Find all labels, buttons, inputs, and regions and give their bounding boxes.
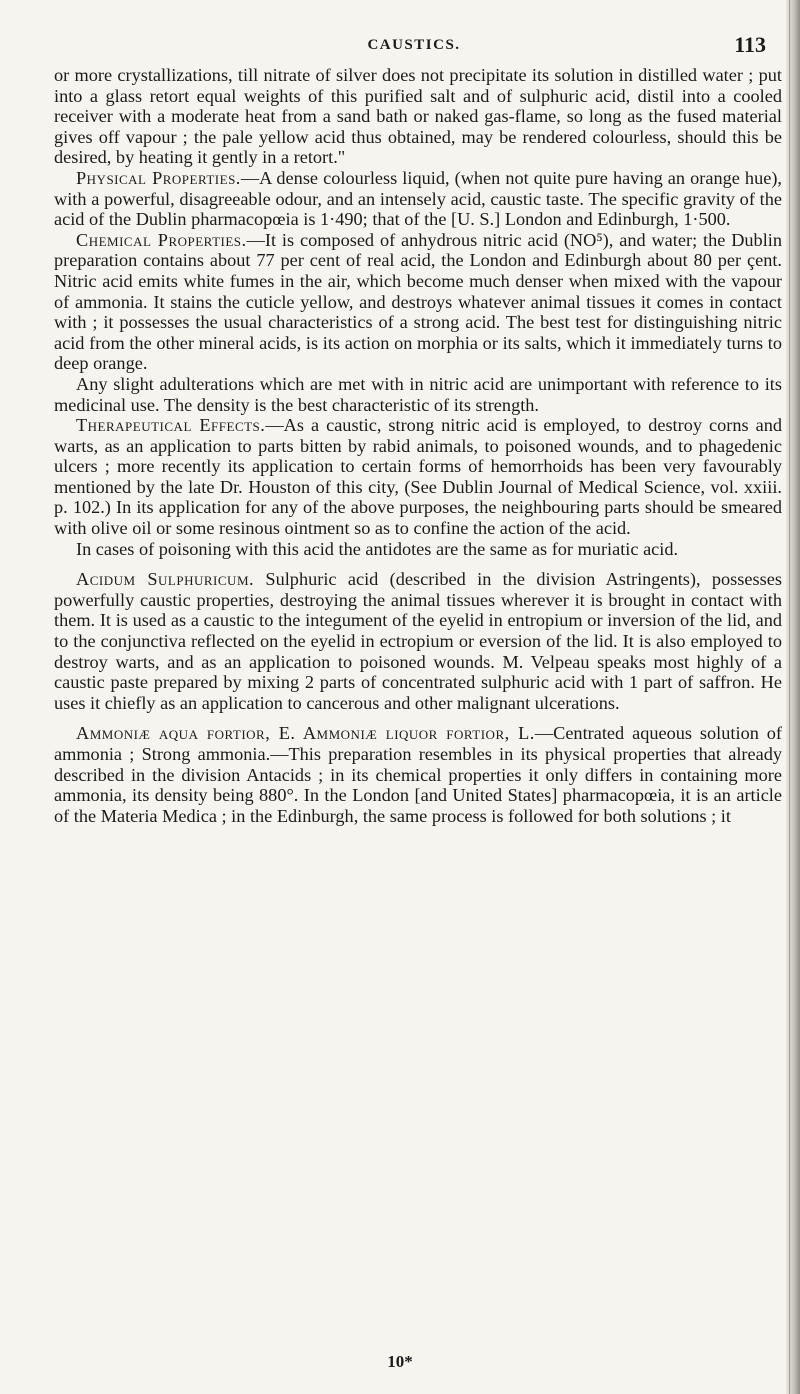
page-edge-line	[789, 0, 790, 1394]
page-header	[54, 34, 774, 58]
paragraph-poisoning: In cases of poisoning with this acid the antidotes are the same as for muriatic acid.	[76, 538, 679, 559]
paragraph-nitric-preparation: or more crystallizations, till nitrate of silver does not precipitate its solution in distilled water ; put into a glass retort equal weights of this purified salt and of sulphuric acid, distil into a cooled receiver with a moderate heat from a sand bath or naked gas-flame, so long as the fused material gives off vapour ; the pale yellow acid thus obtained, may be rendered colourless, should this be desired, by heating it gently in a retort."	[54, 65, 782, 168]
section-lead: Chemical Properties.	[76, 229, 247, 250]
running-head: CAUSTICS.	[367, 37, 461, 53]
paragraph-physical-properties: Physical Properties.—A dense colourless liquid, (when not quite pure having an orange hue), with a powerful, disagreeable odour, and an intensely acid, caustic taste. The specific gravity of the acid of the Dublin pharmacopœia is 1·490; that of the [U. S.] London and Edinburgh, 1·500.	[54, 167, 782, 230]
signature-mark: 10*	[387, 1352, 413, 1371]
section-lead: Therapeutical Effects.	[76, 415, 266, 436]
section-lead: Acidum Sulphuricum.	[76, 569, 255, 590]
page-number: 113	[734, 32, 766, 57]
paragraph-therapeutical-effects: Therapeutical Effects.—As a caustic, strong nitric acid is employed, to destroy corns and warts, as an application to parts bitten by rabid animals, to poisoned wounds, and to phagedenic ulcers ; more recently its application to certain forms of hemorrhoids has been very favourably mentioned by the late Dr. Houston of this city, (See Dublin Journal of Medical Science, vol. xxiii. p. 102.) In its application for any of the above purposes, the neighbouring parts should be smeared with olive oil or some resinous ointment so as to confine the action of the acid.	[54, 415, 782, 539]
body-text	[54, 65, 782, 826]
paragraph-ammoniae: Ammoniæ aqua fortior, E. Ammoniæ liquor fortior, L.—Centrated aqueous solution of ammonia ; Strong ammonia.—This preparation resembles in its physical properties that already described in the division Antacids ; in its chemical properties it only differs in containing more ammonia, its density being 880°. In the London [and United States] pharmacopœia, it is an article of the Materia Medica ; in the Edinburgh, the same process is followed for both solutions ; it	[54, 723, 782, 826]
section-lead: Physical Properties.	[76, 167, 241, 188]
paragraph-acidum-sulphuricum: Acidum Sulphuricum. Sulphuric acid (described in the division Astringents), possesses powerfully caustic properties, destroying the animal tissues wherever it is brought in contact with them. It is used as a caustic to the integument of the eyelid in entropium or inversion of the lid, and to the conjunctiva reflected on the eyelid in ectropium or eversion of the lid. It is also employed to destroy warts, and as an application to poisoned wounds. M. Velpeau speaks most highly of a caustic paste prepared by mixing 2 parts of concentrated sulphuric acid with 1 part of saffron. He uses it chiefly as an application to cancerous and other malignant ulcerations.	[54, 569, 782, 713]
section-lead: Ammoniæ aqua fortior, E. Ammoniæ liquor fortior, L.	[76, 723, 535, 744]
paragraph-adulterations: Any slight adulterations which are met with in nitric acid are unimportant with reference to its medicinal use. The density is the best characteristic of its strength.	[54, 373, 782, 415]
paragraph-chemical-properties: Chemical Properties.—It is composed of anhydrous nitric acid (NO⁵), and water; the Dublin preparation contains about 77 per cent of real acid, the London and Edinburgh about 80 per çent. Nitric acid emits white fumes in the air, which become much denser when mixed with the vapour of ammonia. It stains the cuticle yellow, and destroys whatever animal tissues it comes in contact with ; it possesses the usual characteristics of a strong acid. The best test for distinguishing nitric acid from the other mineral acids, is its action on morphia or its salts, which it immediately turns to deep orange.	[54, 229, 782, 374]
